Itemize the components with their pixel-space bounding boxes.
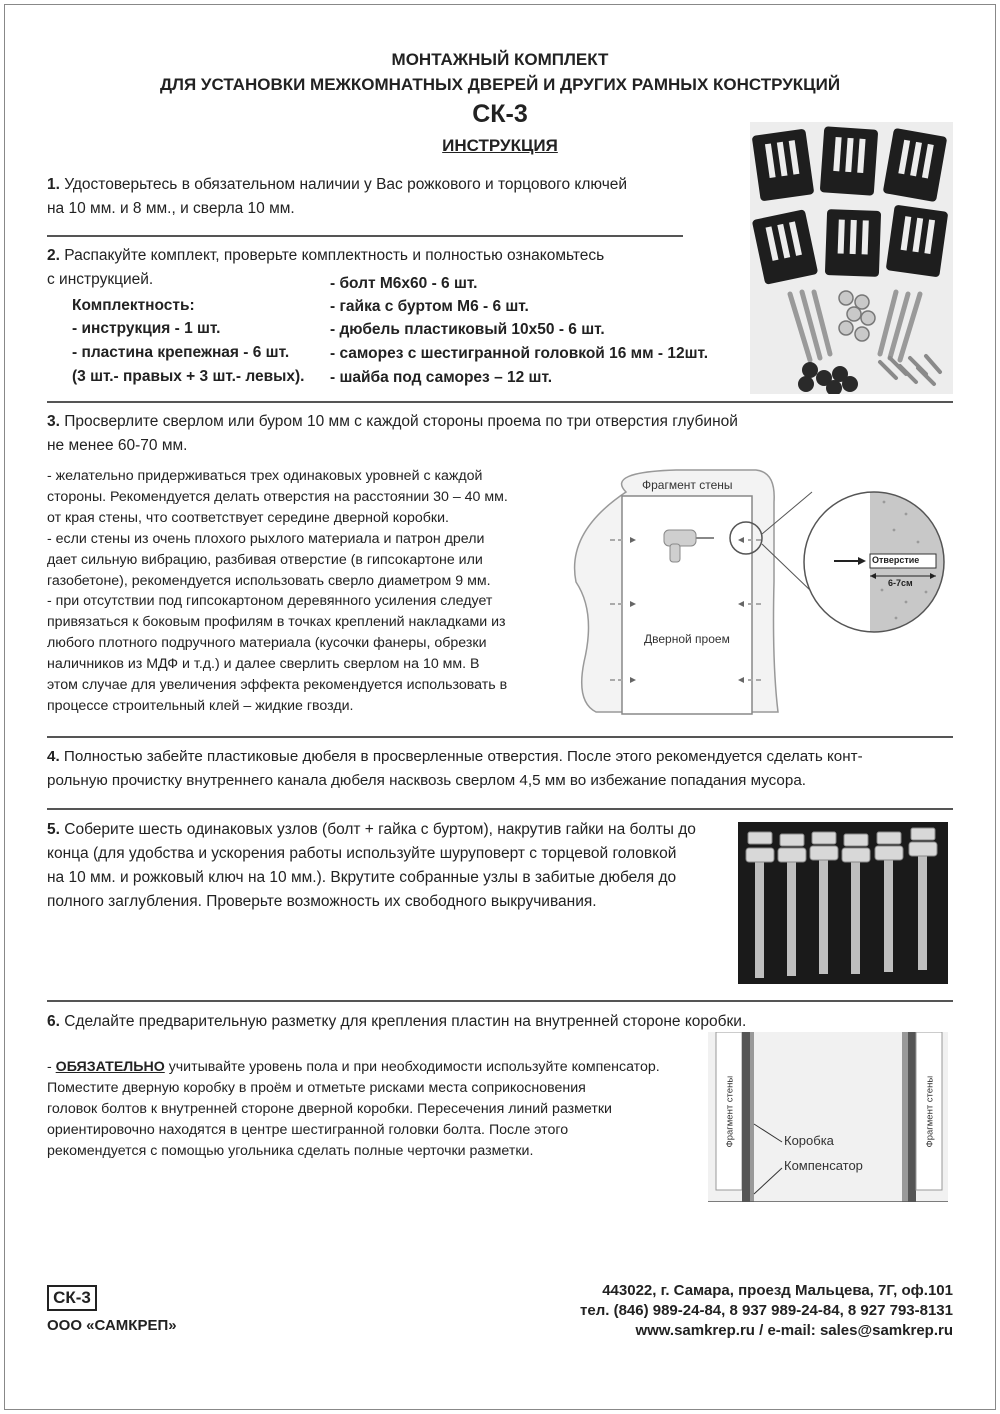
step6-must-prefix: - [47,1059,56,1075]
step1-text: Удостоверьтесь в обязательном наличии у Вас рожкового и торцового ключей [64,176,628,193]
kit-left-item: - пластина крепежная - 6 шт. [72,344,290,361]
footer-address: 443022, г. Самара, проезд Мальцева, 7Г, оф.101 [602,1282,953,1299]
step6-must-word: ОБЯЗАТЕЛЬНО [55,1059,165,1075]
step6-note-line: рекомендуется с помощью угольника сделать полные черточки разметки. [47,1142,534,1159]
drilling-diagram-svg [566,462,956,724]
step3-note-line: дает сильную вибрацию, разбивая отверстие (в гипсокартоне или [47,551,483,568]
drilling-diagram [566,462,956,724]
step6-line1 [47,1010,746,1034]
rule-2 [47,401,953,403]
kit-photo [750,122,953,394]
kit-photo-svg [750,122,953,394]
step4-line2: рольную прочистку внутреннего канала дюбеля насквозь сверлом 4,5 мм во избежание попадания мусора. [47,772,806,789]
step3-note-line: от края стены, что соответствует середине дверной коробки. [47,509,449,526]
step3-line1 [47,410,738,434]
step2-line1 [47,244,604,268]
step3-note-line: наличников из МДФ и т.д.) и далее сверлить сверлом на 10 мм. В [47,656,480,673]
step3-line2: не менее 60-70 мм. [47,437,188,454]
step2-number: 2. [47,247,60,264]
step5-line4: полного заглубления. Проверьте возможность их свободного выкручивания. [47,893,597,910]
step6-note-line: головок болтов к внутренней стороне дверной коробки. Пересечения линий разметки [47,1100,612,1117]
kit-right-item: - гайка с буртом М6 - 6 шт. [330,298,529,315]
step5-number: 5. [47,821,60,838]
step4-number: 4. [47,748,60,765]
step6-notes [47,1057,691,1162]
step3-note-line: стороны. Рекомендуется делать отверстия на расстоянии 30 – 40 мм. [47,488,508,505]
hole-depth-label: 6-7см [888,578,913,588]
rule-5 [47,1000,953,1002]
compensator-diagram [708,1032,948,1202]
step3-number: 3. [47,413,60,430]
kit-left-item: (3 шт.- правых + 3 шт.- левых). [72,368,305,385]
compensator-diagram-svg [708,1032,948,1202]
step6-must-line [47,1057,691,1078]
bolts-photo-svg [738,822,948,984]
step3-note-line: - если стены из очень плохого рыхлого материала и патрон дрели [47,530,485,547]
box-label: Коробка [784,1133,834,1148]
step2-line2: с инструкцией. [47,271,154,288]
wall-fragment-right-label: Фрагмент стены [924,1075,936,1148]
bolts-photo [738,822,948,984]
step5-line3: на 10 мм. и рожковый ключ на 10 мм.). Вкрутите собранные узлы в забитые дюбеля до [47,869,677,886]
step1-line2: на 10 мм. и 8 мм., и сверла 10 мм. [47,200,295,217]
kit-label: Комплектность: [72,297,195,314]
step3-note-line: этом случае для увеличения эффекта рекомендуется использовать в [47,677,508,694]
step5-text: Соберите шесть одинаковых узлов (болт + гайка с буртом), накрутив гайки на болты до [64,821,696,838]
wall-fragment-label: Фрагмент стены [642,478,733,492]
wall-fragment-left-label: Фрагмент стены [724,1075,736,1148]
hole-label: Отверстие [872,555,920,565]
product-code: СК-3 [472,100,528,128]
step3-note-line: - желательно придерживаться трех одинаковых уровней с каждой [47,468,483,484]
step5-line1 [47,818,696,842]
rule-1 [47,235,683,237]
step5-line2: конца (для удобства и ускорения работы используйте шуруповерт с торцевой головкой [47,845,677,862]
step3-note-line: привязаться к боковым профилям в точках креплений накладками из [47,614,506,631]
kit-right-item: - саморез с шестигранной головкой 16 мм - 12шт. [330,345,709,362]
footer-contacts[interactable]: www.samkrep.ru / e-mail: sales@samkrep.ru [635,1322,953,1339]
step1-line1 [47,173,627,197]
step4-text: Полностью забейте пластиковые дюбеля в просверленные отверстия. После этого рекомендуется сделать конт- [63,748,863,765]
instruction-heading: ИНСТРУКЦИЯ [442,136,558,155]
compensator-label: Компенсатор [784,1158,863,1173]
step3-notes [47,466,553,717]
step1-number: 1. [47,176,60,193]
kit-right-item: - дюбель пластиковый 10х50 - 6 шт. [330,321,605,338]
kit-left-item: - инструкция - 1 шт. [72,320,221,337]
footer-company: ООО «САМКРЕП» [47,1317,177,1334]
title-line-2: ДЛЯ УСТАНОВКИ МЕЖКОМНАТНЫХ ДВЕРЕЙ И ДРУГИХ РАМНЫХ КОНСТРУКЦИЙ [159,75,841,94]
footer-code: СК-3 [47,1285,97,1311]
title-line-1: МОНТАЖНЫЙ КОМПЛЕКТ [391,50,609,69]
rule-3 [47,736,953,738]
door-opening-label: Дверной проем [644,632,730,646]
step3-note-line: газобетоне), рекомендуется использовать сверло диаметром 9 мм. [47,572,491,589]
step6-number: 6. [47,1013,60,1030]
step3-note-line: любого плотного подручного материала (кусочки фанеры, обрезки [47,635,487,652]
step6-note-line: Поместите дверную коробку в проём и отметьте рисками места соприкосновения [47,1079,586,1096]
step6-note-line: ориентировочно находятся в центре шестигранной головки болта. После этого [47,1121,569,1138]
rule-4 [47,808,953,810]
step3-text: Просверлите сверлом или буром 10 мм с каждой стороны проема по три отверстия глубиной [64,413,738,430]
step3-note-line: процессе строительный клей – жидкие гвозди. [47,697,354,714]
step2-text: Распакуйте комплект, проверьте комплектность и полностью ознакомьтесь [64,247,605,264]
step6-must-rest: учитывайте уровень пола и при необходимости используйте компенсатор. [164,1059,660,1075]
step6-text: Сделайте предварительную разметку для крепления пластин на внутренней стороне коробки. [64,1013,747,1030]
kit-right-item: - шайба под саморез – 12 шт. [330,369,552,386]
kit-right-item: - болт М6х60 - 6 шт. [330,275,478,292]
step3-note-line: - при отсутствии под гипсокартоном деревянного усиления следует [47,593,493,610]
footer-phones: тел. (846) 989-24-84, 8 937 989-24-84, 8 927 793-8131 [580,1302,953,1319]
step4-line1 [47,745,863,769]
